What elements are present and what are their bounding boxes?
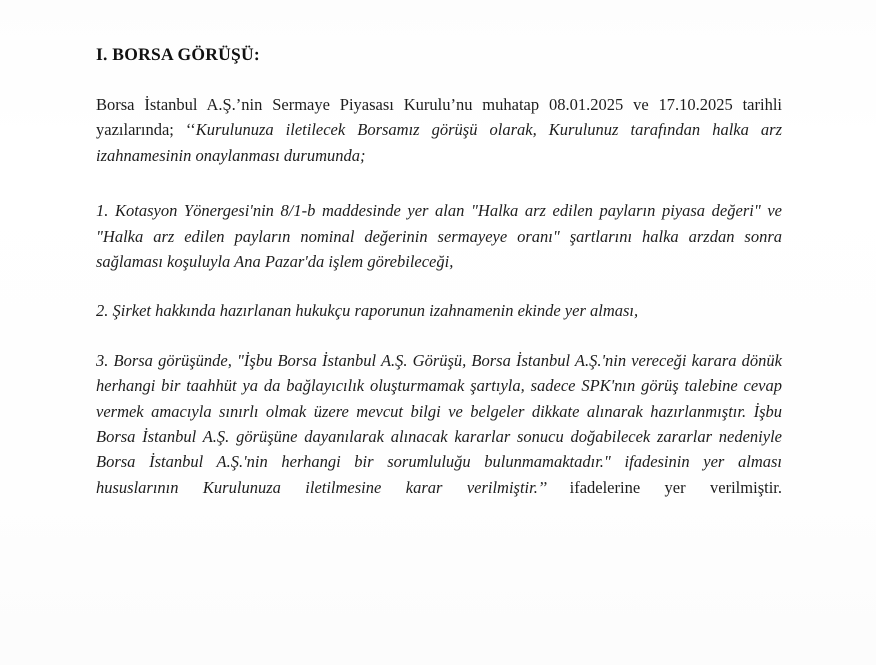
page-title: I. BORSA GÖRÜŞÜ: — [96, 44, 260, 64]
paragraph-item-three — [96, 348, 782, 526]
paragraph-intro-italic-body: Kurulunuza iletilecek Borsamız görüşü olarak, Kurulunuz tarafından halka arz izahnamesinin onaylanması durumunda; — [96, 120, 782, 165]
paragraph-item-two: 2. Şirket hakkında hazırlanan hukukçu raporunun izahnamenin ekinde yer alması, — [96, 301, 639, 321]
document-body — [96, 44, 782, 526]
paragraph-item-three-italic-body: 3. Borsa görüşünde, "İşbu Borsa İstanbul A.Ş. Görüşü, Borsa İstanbul A.Ş.'nin vereceği karara dönük herhangi bir taahhüt ya da bağlayıcılık oluşturmamak şartıyla, sadece SPK'nın görüş talebine cevap vermek amacıyla sınırlı olmak üzere mevcut bilgi ve belgeler dikkate alınarak hazırlanmıştır. İşbu Borsa İstanbul A.Ş. görüşüne dayanılarak alınacak kararlar sonucu doğabilecek zararlar nedeniyle Borsa İstanbul A.Ş.'nin herhangi bir sorumluluğu bulunmamaktadır." ifadesinin yer alması hususlarının Kurulunuza iletilmesine karar verilmiştir.’’ — [96, 350, 782, 497]
paragraph-intro — [96, 92, 782, 168]
paragraph-item-one: 1. Kotasyon Yönergesi'nin 8/1-b maddesinde yer alan "Halka arz edilen payların piyasa değeri" ve "Halka arz edilen payların nominal değerinin sermayeye oranı" şartlarını halka arzdan sonra sağlaması koşuluyla Ana Pazar'da işlem görebileceği, — [96, 201, 782, 271]
paragraph-item-three-upright-tail: ifadelerine yer verilmiştir. — [569, 477, 782, 497]
paragraph-intro-upright-lead: Borsa İstanbul A.Ş.’nin Sermaye Piyasası Kurulu’nu muhatap 08.01.2025 ve 17.10.2025 tarihli yazılarında; ‘‘ — [96, 94, 782, 140]
